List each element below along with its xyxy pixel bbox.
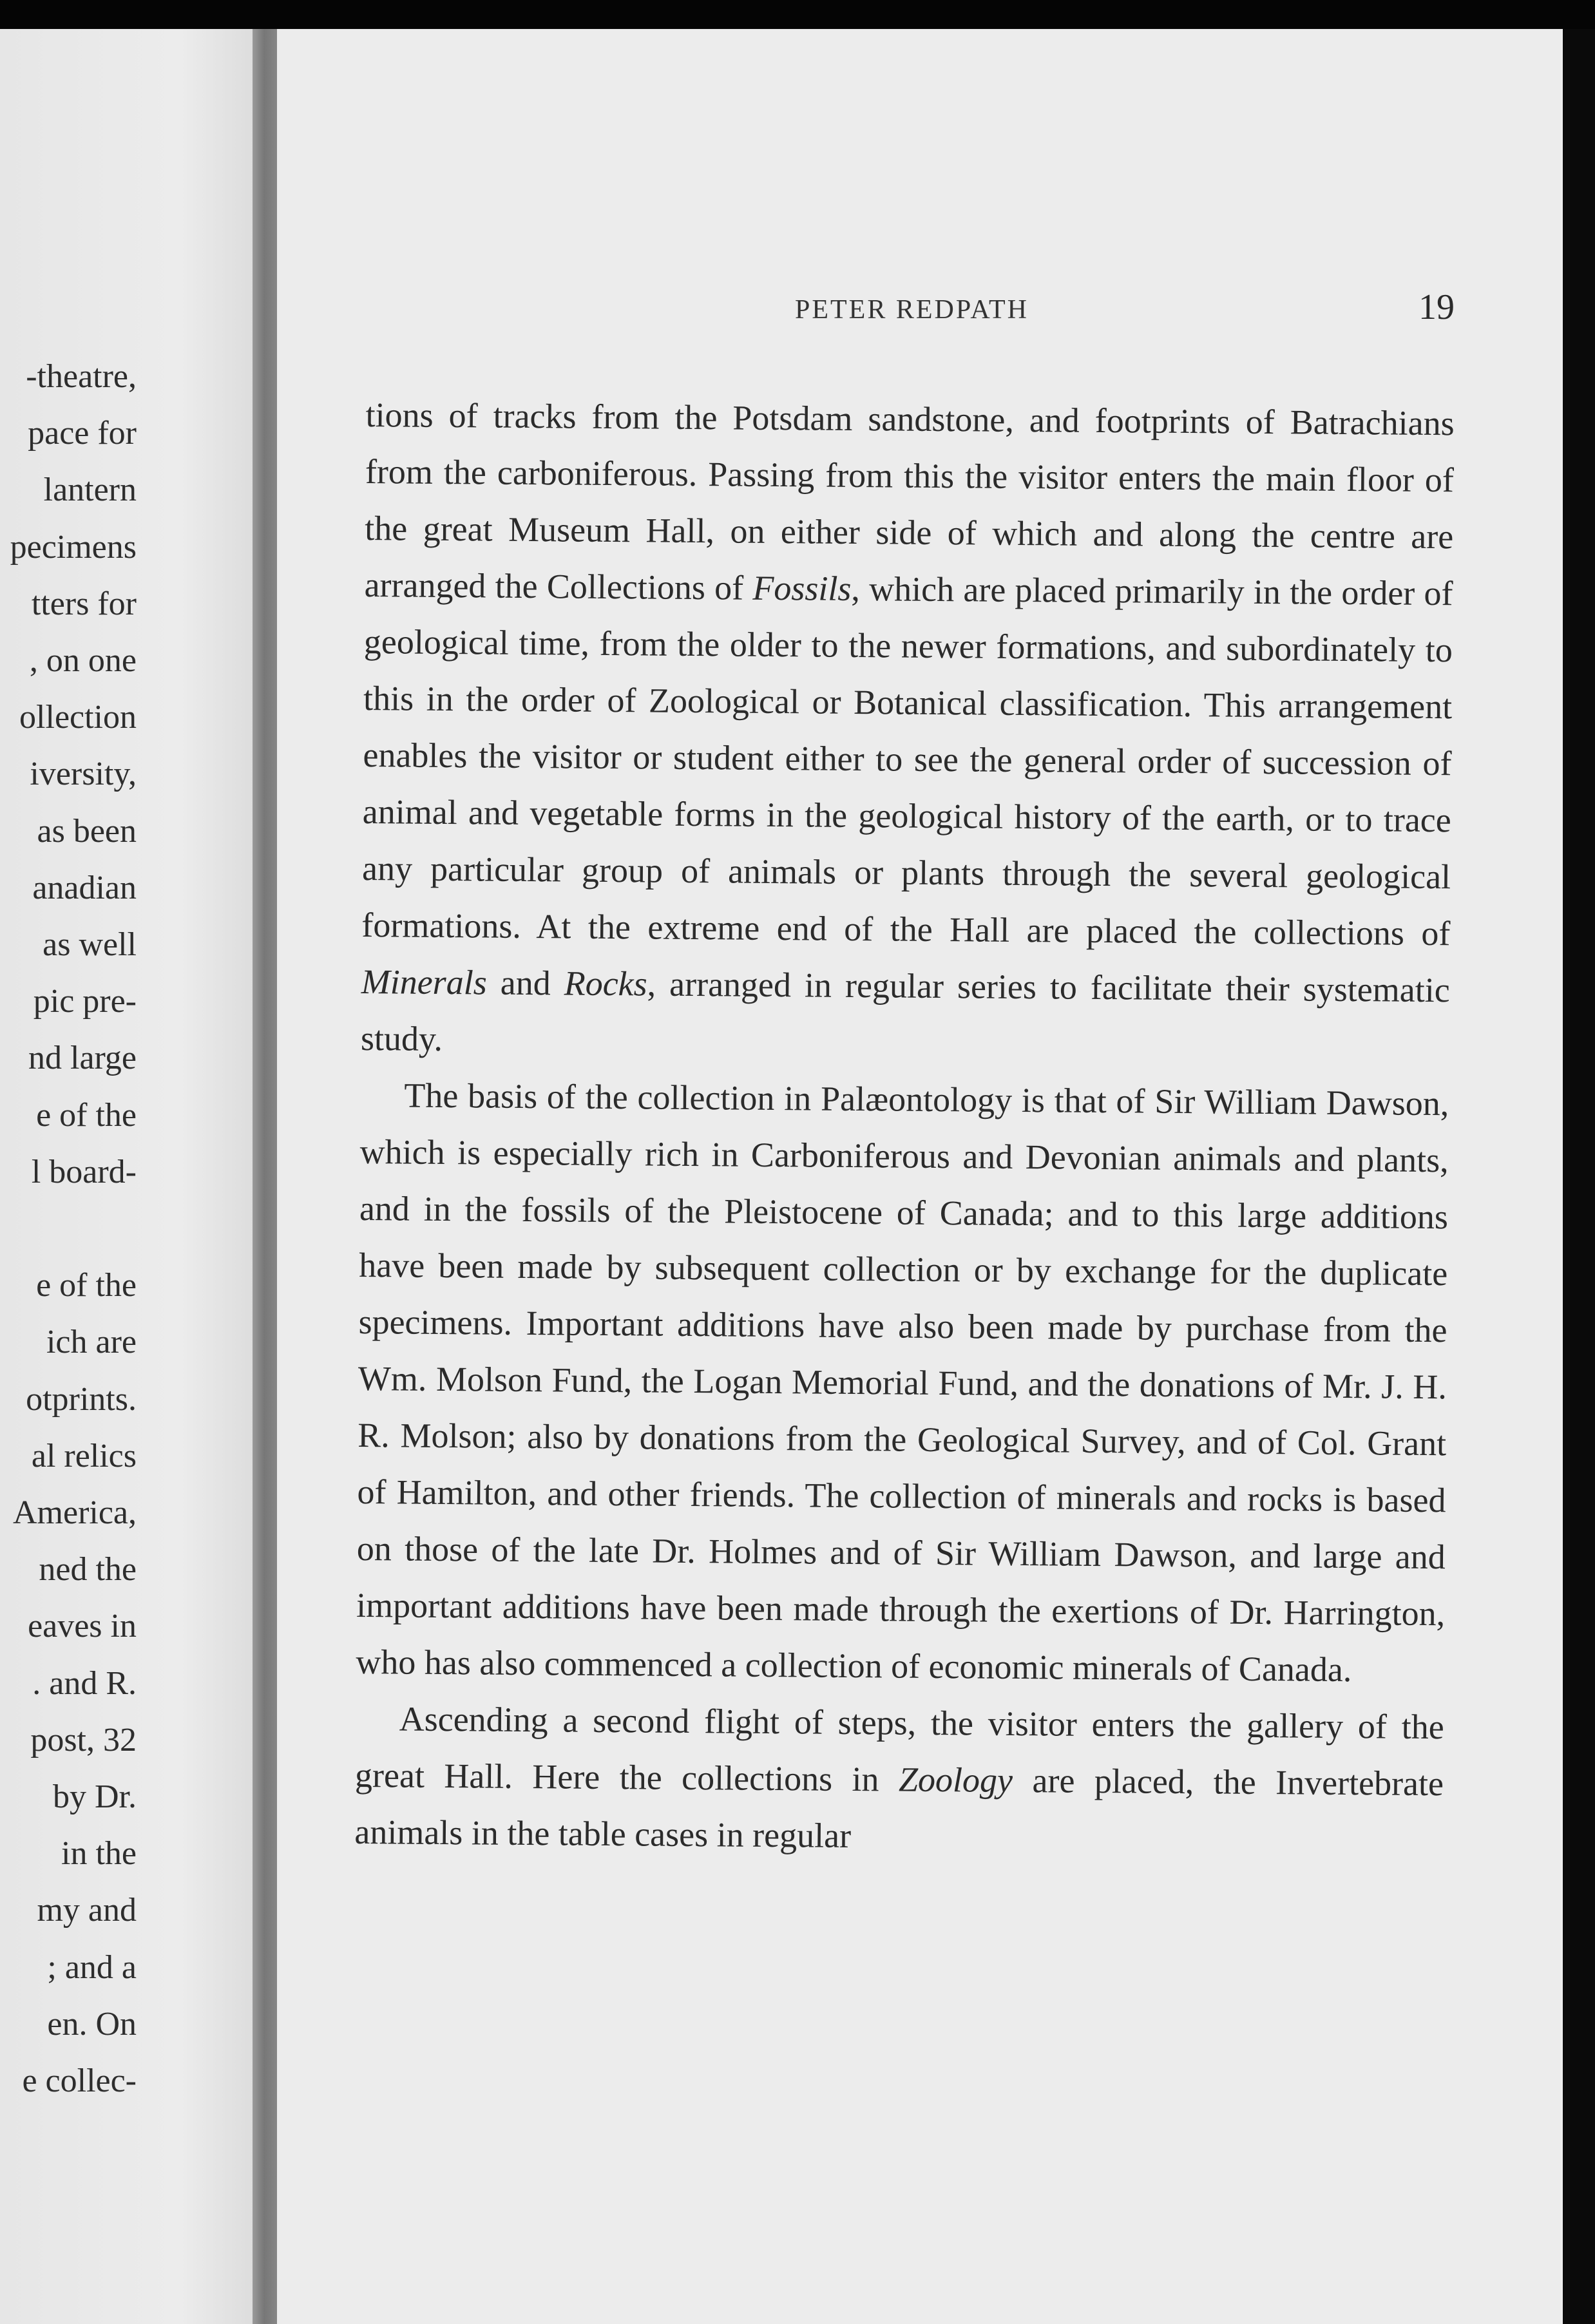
left-page-fragment-line: tters for (31, 585, 137, 622)
text-run: , which are placed primarily in the order of geological time, from the older to the newer formations, and subordinately to this in the order of Zoological or Botanical classification. This arrangement enables the visitor or student either to see the general order of succession of animal and vegetable forms in the geological history of the earth, or to trace any particular group of animals or plants through the several geological formations. At the extreme end of the Hall are placed the collections of (361, 569, 1453, 953)
left-page-fragment-line: al relics (31, 1437, 137, 1474)
text-run: The basis of the collection in Palæontology is that of Sir William Dawson, which is especially rich in Carboniferous and Devonian animals and plants, and in the fossils of the Pleistocene of Canada; and to this large additions have been made by subsequent collection or by exchange for the duplicate specimens. Important additions have also been made by purchase from the Wm. Molson Fund, the Logan Memorial Fund, and the donations of Mr. J. H. R. Molson; also by donations from the Geological Survey, and of Col. Grant of Hamilton, and other friends. The collection of minerals and rocks is based on those of the late Dr. Holmes and of Sir William Dawson, and large and important additions have been made through the exertions of Dr. Harrington, who has also commenced a collection of economic minerals of Canada. (356, 1076, 1449, 1690)
left-page-fragment-line: post, 32 (30, 1721, 137, 1758)
paragraph (354, 1690, 1444, 1869)
left-page-fragment-line: l board- (31, 1153, 137, 1190)
italic-term: Minerals (361, 962, 487, 1002)
left-page-fragment-line: ned the (39, 1551, 137, 1588)
left-page-fragment-line: anadian (32, 869, 137, 906)
left-page-fragment-line: eaves in (28, 1608, 137, 1645)
left-page-fragment-line: -theatre, (26, 358, 137, 395)
right-page (277, 29, 1595, 2324)
body-text (354, 386, 1455, 1869)
left-page-fragment-line: as well (43, 926, 137, 963)
text-run: and (486, 963, 564, 1003)
left-page-fragment-line: pace for (28, 415, 137, 452)
text-run: tions of tracks from the Potsdam sandstone, and footprints of Batrachians from the carboniferous. Passing from this the visitor enters the main floor of the great Museum Hall, on either side of which and along the centre are arranged the Collections of (364, 395, 1455, 607)
running-head (277, 287, 1595, 332)
page-number: 19 (1418, 287, 1455, 327)
left-page-fragment-line: as been (37, 812, 137, 850)
left-page-fragment-line: pecimens (10, 528, 137, 566)
italic-term: Zoology (898, 1760, 1013, 1800)
left-page (0, 29, 258, 2324)
left-page-fragment-line: e of the (36, 1267, 137, 1304)
left-page-fragment-line: America, (12, 1494, 137, 1531)
left-page-fragment-line: . and R. (32, 1664, 137, 1702)
left-page-fragment-line: ollection (19, 699, 137, 736)
left-page-fragment-line: e collec- (22, 2062, 137, 2099)
left-page-fragment-line: in the (61, 1835, 137, 1872)
paragraph (361, 386, 1455, 1075)
left-page-fragment-line: iversity, (30, 756, 137, 793)
left-page-fragment-line: en. On (47, 2005, 137, 2043)
left-page-fragment-line: ich are (46, 1324, 137, 1361)
running-head-title: PETER REDPATH (795, 295, 1029, 325)
page-right-edge (1563, 29, 1595, 2324)
top-border (0, 0, 1595, 29)
left-page-fragment-line: my and (37, 1892, 137, 1929)
text-run: , arranged in regular series to facilitate their systematic study. (360, 964, 1450, 1058)
left-page-fragment-line: lantern (43, 471, 137, 509)
left-page-fragment-line: otprints. (26, 1380, 137, 1418)
left-page-fragment-line: e of the (36, 1096, 137, 1134)
paragraph (356, 1067, 1449, 1699)
left-page-fragment-line: nd large (28, 1040, 137, 1077)
left-page-fragment-line: , on one (29, 642, 137, 679)
text-run: Ascending a second flight of steps, the visitor enters the gallery of the great Hall. Here the collections in (354, 1699, 1444, 1799)
italic-term: Fossils (752, 568, 852, 608)
italic-term: Rocks (564, 964, 647, 1004)
left-page-fragment-line: ; and a (47, 1948, 137, 1986)
text-run: are placed, the Invertebrate animals in the table cases in regular (354, 1760, 1444, 1855)
left-page-fragment-line: pic pre- (33, 983, 137, 1020)
left-page-fragment-line: by Dr. (53, 1778, 137, 1815)
